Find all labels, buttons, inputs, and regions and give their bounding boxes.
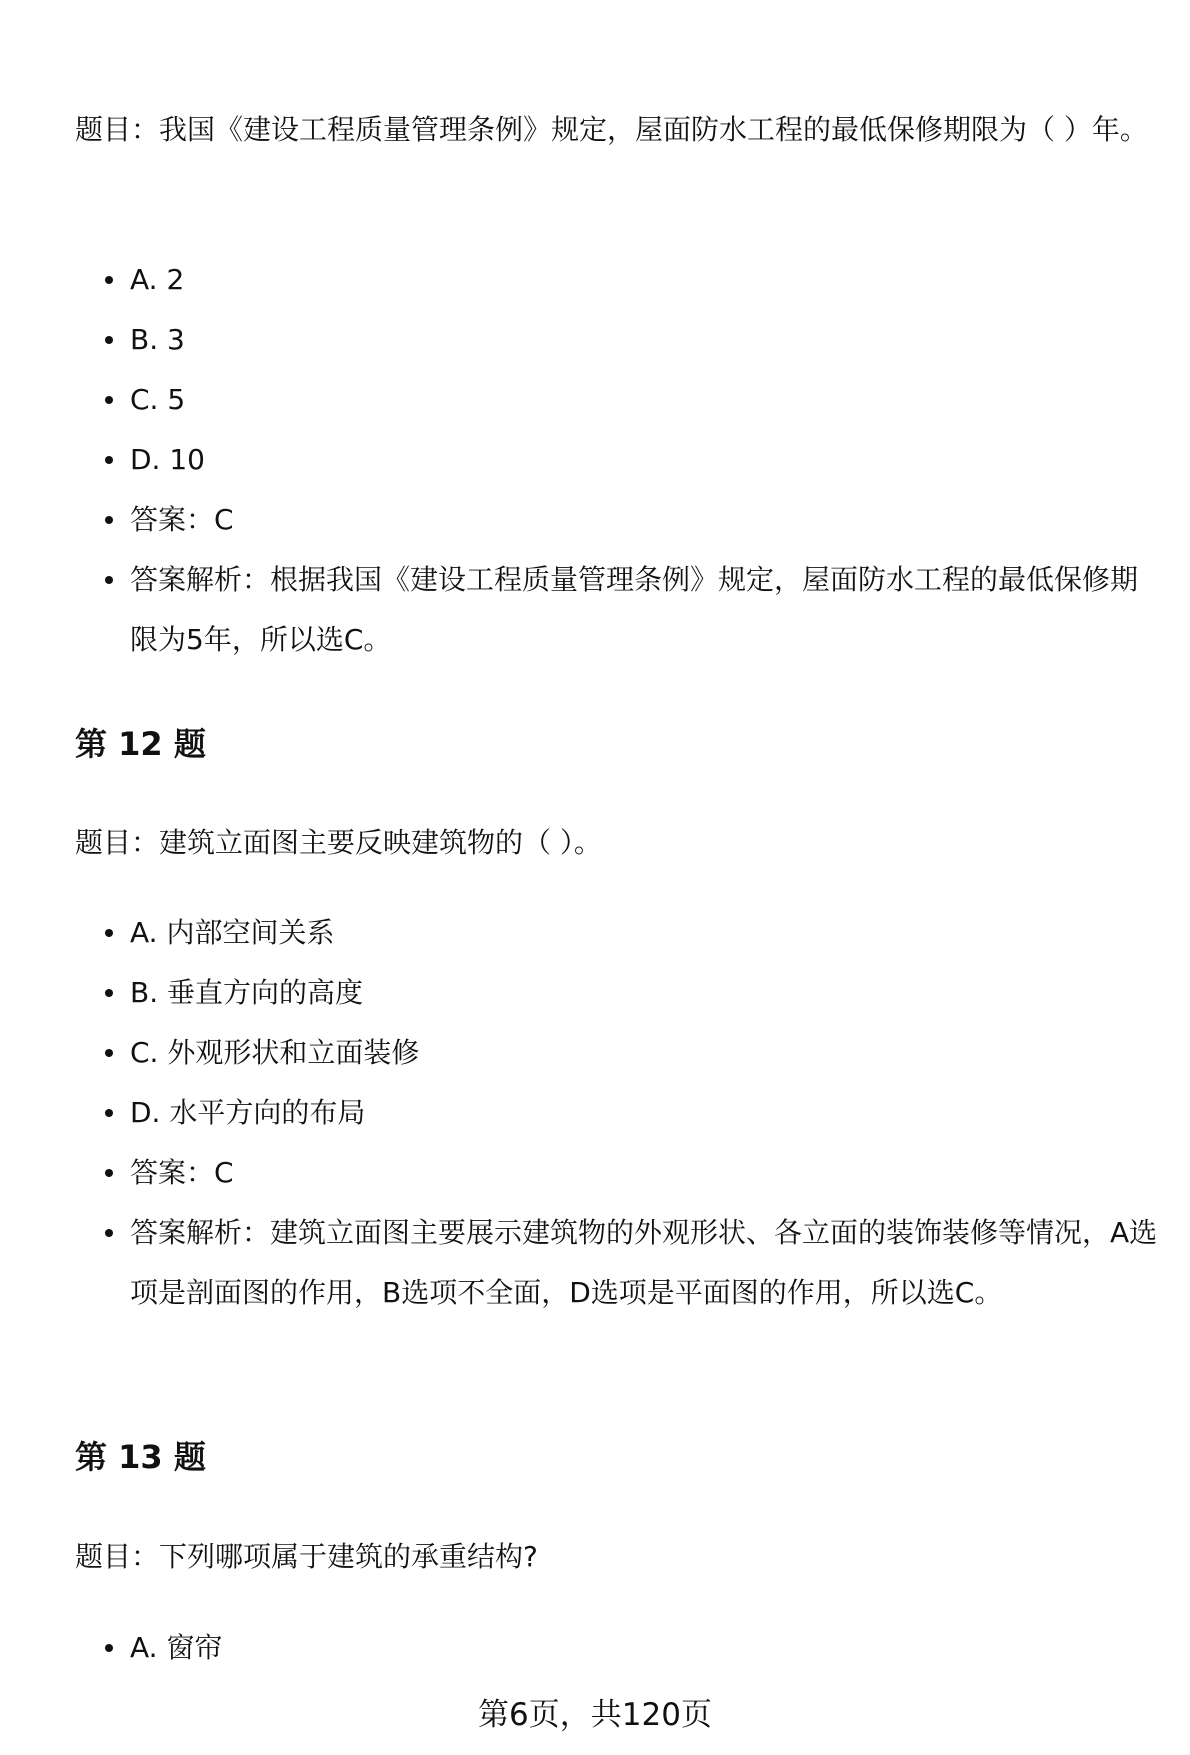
question-13-text: 题目：下列哪项属于建筑的承重结构? — [75, 1540, 538, 1573]
question-13-heading: 第 13 题 — [75, 1438, 206, 1476]
bullet-icon — [105, 1169, 113, 1177]
option-a: A. 2 — [130, 250, 1160, 310]
bullet-icon — [105, 989, 113, 997]
bullet-icon — [105, 516, 113, 524]
answer-analysis: 答案解析：根据我国《建设工程质量管理条例》规定，屋面防水工程的最低保修期限为5年，所以选C。 — [130, 550, 1160, 670]
answer: 答案：C — [130, 1143, 1160, 1203]
answer-analysis: 答案解析：建筑立面图主要展示建筑物的外观形状、各立面的装饰装修等情况，A选项是剖面图的作用，B选项不全面，D选项是平面图的作用，所以选C。 — [130, 1203, 1160, 1323]
question-13-options — [130, 1618, 1160, 1678]
bullet-icon — [105, 276, 113, 284]
bullet-icon — [105, 1109, 113, 1117]
option-b: B. 垂直方向的高度 — [130, 963, 1160, 1023]
bullet-icon — [105, 1229, 113, 1237]
question-12-text: 题目：建筑立面图主要反映建筑物的（ ）。 — [75, 826, 602, 859]
bullet-icon — [105, 336, 113, 344]
question-11-options — [130, 250, 1160, 670]
bullet-icon — [105, 929, 113, 937]
option-b: B. 3 — [130, 310, 1160, 370]
option-c: C. 5 — [130, 370, 1160, 430]
answer: 答案：C — [130, 490, 1160, 550]
bullet-icon — [105, 456, 113, 464]
question-12-options — [130, 903, 1160, 1323]
option-c: C. 外观形状和立面装修 — [130, 1023, 1160, 1083]
bullet-icon — [105, 576, 113, 584]
page-footer: 第6页，共120页 — [478, 1697, 712, 1733]
bullet-icon — [105, 396, 113, 404]
option-a: A. 窗帘 — [130, 1618, 1160, 1678]
option-d: D. 10 — [130, 430, 1160, 490]
bullet-icon — [105, 1049, 113, 1057]
option-a: A. 内部空间关系 — [130, 903, 1160, 963]
bullet-icon — [105, 1644, 113, 1652]
option-d: D. 水平方向的布局 — [130, 1083, 1160, 1143]
question-11-text: 题目：我国《建设工程质量管理条例》规定，屋面防水工程的最低保修期限为（ ）年。 — [75, 113, 1148, 146]
question-12-heading: 第 12 题 — [75, 725, 206, 763]
